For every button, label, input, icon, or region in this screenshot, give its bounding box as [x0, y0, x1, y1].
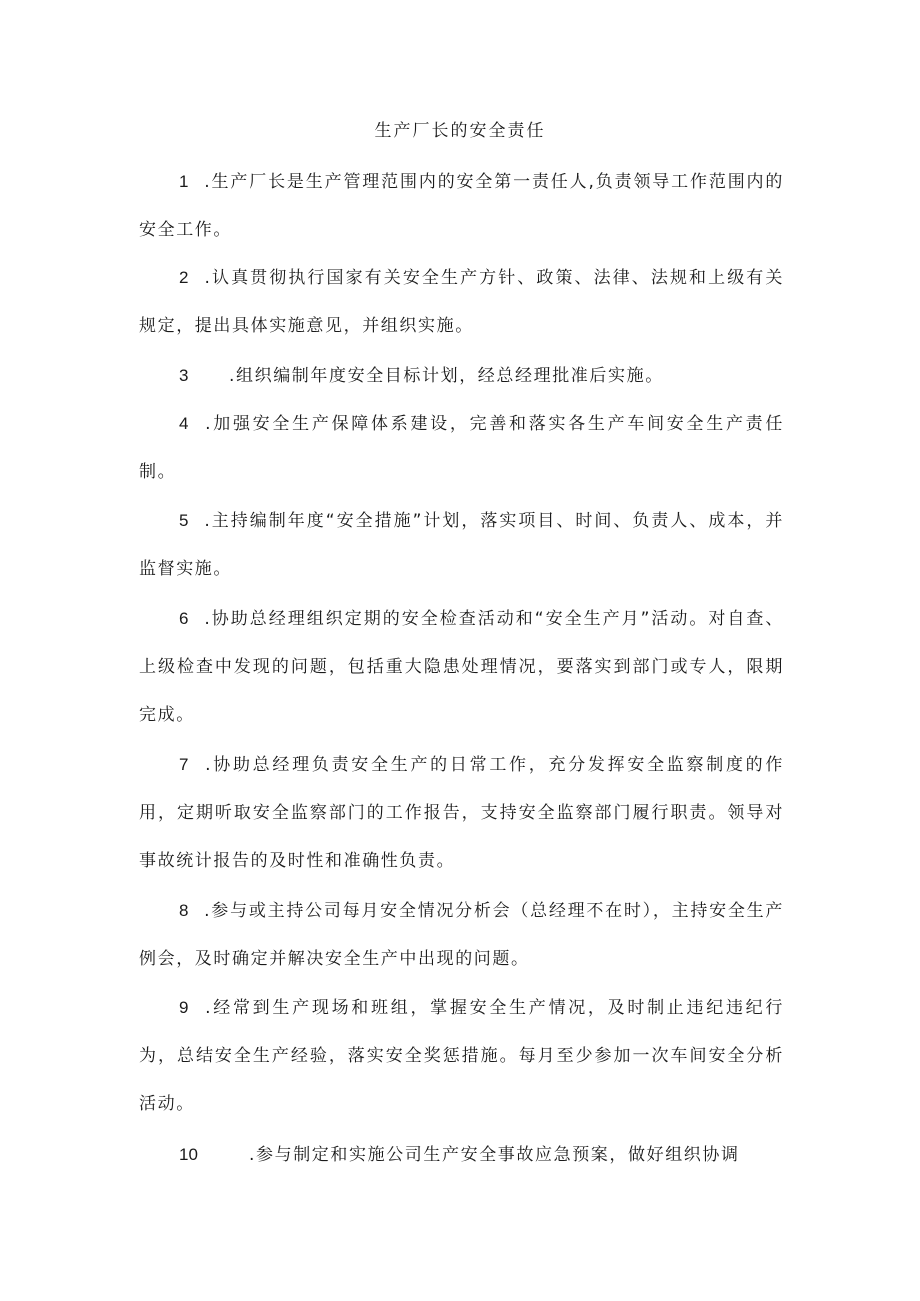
item-text: .认真贯彻执行国家有关安全生产方针、政策、法律、法规和上级有关规定，提出具体实施意见，并组织实施。 [139, 268, 784, 336]
list-item [139, 254, 784, 350]
item-number: 2 [179, 268, 189, 287]
item-number: 7 [179, 755, 189, 774]
list-item [139, 400, 784, 496]
list-item [139, 887, 784, 983]
item-number: 5 [179, 511, 189, 530]
item-number: 1 [179, 172, 189, 191]
item-number: 10 [179, 1145, 198, 1164]
item-number: 3 [179, 366, 189, 385]
list-item [139, 497, 784, 593]
item-number: 4 [179, 414, 189, 433]
item-text: .协助总经理组织定期的安全检查活动和“安全生产月”活动。对自查、上级检查中发现的问题，包括重大隐患处理情况，要落实到部门或专人，限期完成。 [139, 609, 784, 725]
document-title: 生产厂长的安全责任 [374, 121, 546, 141]
list-item [139, 741, 784, 885]
item-text: .加强安全生产保障体系建设，完善和落实各生产车间安全生产责任制。 [139, 414, 784, 482]
item-text: .参与制定和实施公司生产安全事故应急预案，做好组织协调 [249, 1145, 740, 1165]
item-text: .参与或主持公司每月安全情况分析会（总经理不在时），主持安全生产例会，及时确定并解决安全生产中出现的问题。 [139, 901, 784, 969]
item-text: .生产厂长是生产管理范围内的安全第一责任人,负责领导工作范围内的安全工作。 [139, 172, 784, 240]
list-item [139, 595, 784, 739]
item-text: .经常到生产现场和班组，掌握安全生产情况，及时制止违纪违纪行为，总结安全生产经验，落实安全奖惩措施。每月至少参加一次车间安全分析活动。 [139, 998, 784, 1114]
item-number: 8 [179, 901, 189, 920]
item-number: 6 [179, 609, 189, 628]
item-number: 9 [179, 998, 189, 1017]
item-text: .组织编制年度安全目标计划，经总经理批准后实施。 [229, 366, 664, 386]
list-item [139, 984, 784, 1128]
list-item [139, 1131, 784, 1179]
list-item [139, 352, 784, 400]
item-text: .协助总经理负责安全生产的日常工作，充分发挥安全监察制度的作用，定期听取安全监察部门的工作报告，支持安全监察部门履行职责。领导对事故统计报告的及时性和准确性负责。 [139, 755, 784, 871]
item-text: .主持编制年度“安全措施”计划，落实项目、时间、负责人、成本，并监督实施。 [139, 511, 784, 579]
list-item [139, 158, 784, 254]
